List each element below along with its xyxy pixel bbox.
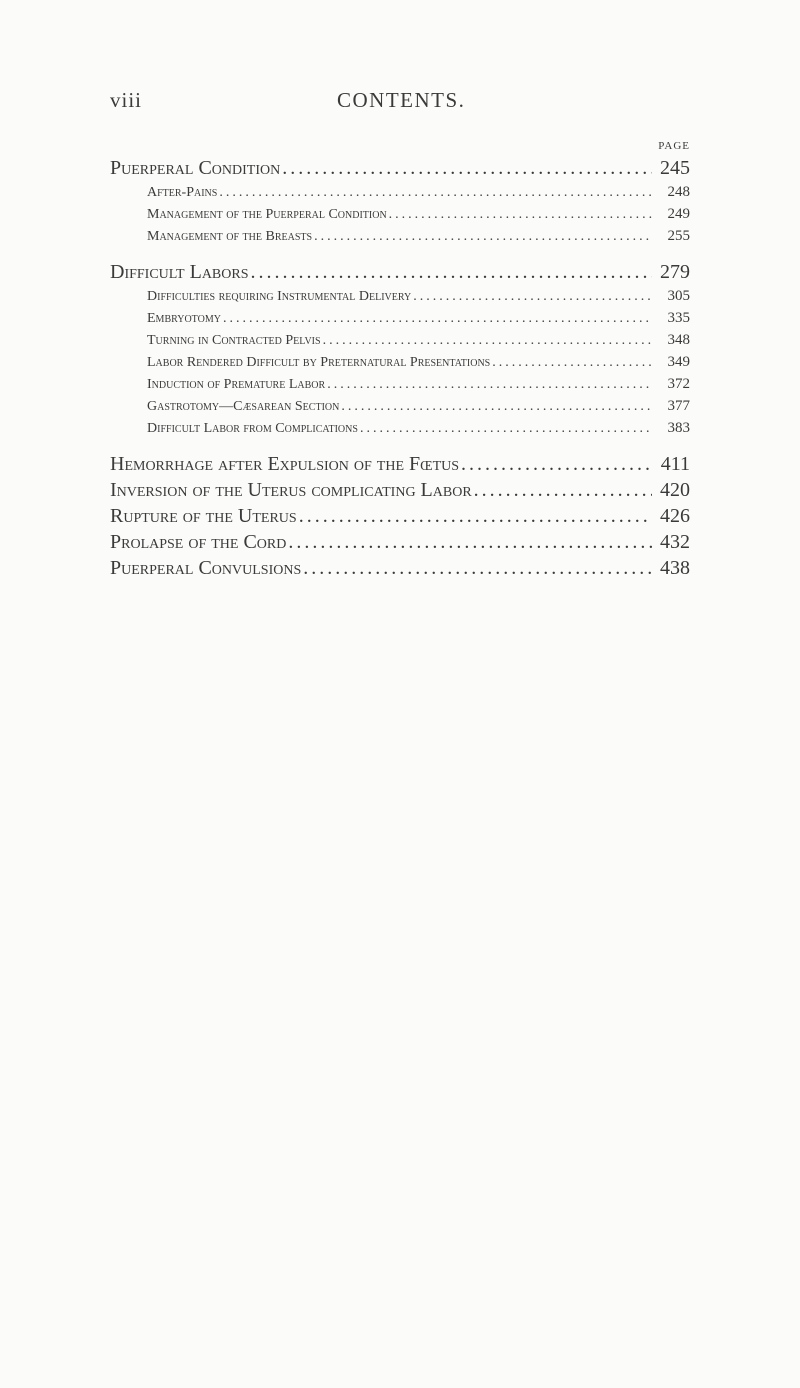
dot-leader [303,555,652,581]
toc-entry-title: Management of the Puerperal Condition [147,207,387,222]
toc-entry-title: Embryotomy [147,311,221,326]
toc-entry-page: 249 [667,206,690,222]
toc-entry-page: 383 [667,420,690,436]
toc-subentry [110,307,690,329]
toc-subentry [110,395,690,417]
toc-entry-title: Induction of Premature Labor [147,377,326,392]
toc-entry-title: Inversion of the Uterus complicating Labor [110,479,472,501]
toc-entry [110,503,690,529]
toc-entry-page: 420 [660,479,690,501]
toc-subentry [110,203,690,225]
page-column-label: PAGE [658,140,690,152]
toc-entry-page: 432 [660,531,690,553]
toc-subentry [110,417,690,439]
toc-subentry [110,225,690,247]
toc-entry [110,529,690,555]
dot-leader [360,418,652,440]
toc-entry [110,477,690,503]
toc-subentry [110,373,690,395]
toc-entry-page: 411 [660,453,690,475]
dot-leader [341,396,652,418]
dot-leader [323,330,652,352]
running-head [110,88,690,118]
toc-subentry [110,351,690,373]
toc-entry-page: 349 [667,354,690,370]
toc-entry-title: Difficult Labors [110,261,249,283]
toc-entry-title: Management of the Breasts [147,229,313,244]
dot-leader [299,503,652,529]
toc-entry-title: Puerperal Condition [110,157,281,179]
dot-leader [314,226,652,248]
toc-subentry [110,285,690,307]
toc-entry-title: After-Pains [147,185,218,200]
toc-entry-title: Gastrotomy—Cæsarean Section [147,399,340,414]
table-of-contents [110,155,690,581]
toc-entry-page: 248 [667,184,690,200]
toc-entry-title: Rupture of the Uterus [110,505,297,527]
dot-leader [251,259,652,285]
toc-entry-page: 426 [660,505,690,527]
toc-entry-page: 372 [667,376,690,392]
toc-entry-title: Puerperal Convulsions [110,557,302,579]
dot-leader [461,451,652,477]
dot-leader [282,155,652,181]
page-title: CONTENTS. [337,88,466,112]
toc-entry-page: 348 [667,332,690,348]
toc-entry-title: Difficult Labor from Complications [147,421,358,436]
toc-entry-title: Difficulties requiring Instrumental Delivery [147,289,412,304]
dot-leader [219,182,652,204]
toc-entry-title: Turning in Contracted Pelvis [147,333,321,348]
page-number: viii [110,88,143,112]
toc-entry-page: 305 [667,288,690,304]
toc-entry [110,451,690,477]
toc-entry-title: Hemorrhage after Expulsion of the Fœtus [110,453,460,475]
toc-entry-title: Labor Rendered Difficult by Preternatural Presentations [147,355,491,370]
toc-subentry [110,329,690,351]
toc-entry-title: Prolapse of the Cord [110,531,287,553]
dot-leader [474,477,652,503]
dot-leader [413,286,652,308]
dot-leader [327,374,652,396]
toc-subentry [110,181,690,203]
toc-entry [110,155,690,181]
toc-entry-page: 438 [660,557,690,579]
dot-leader [389,204,652,226]
toc-entry-page: 245 [660,157,690,179]
toc-entry [110,555,690,581]
dot-leader [288,529,652,555]
toc-entry [110,259,690,285]
toc-entry-page: 255 [667,228,690,244]
toc-entry-page: 279 [660,261,690,283]
dot-leader [492,352,652,374]
toc-entry-page: 377 [667,398,690,414]
toc-entry-page: 335 [667,310,690,326]
dot-leader [223,308,652,330]
